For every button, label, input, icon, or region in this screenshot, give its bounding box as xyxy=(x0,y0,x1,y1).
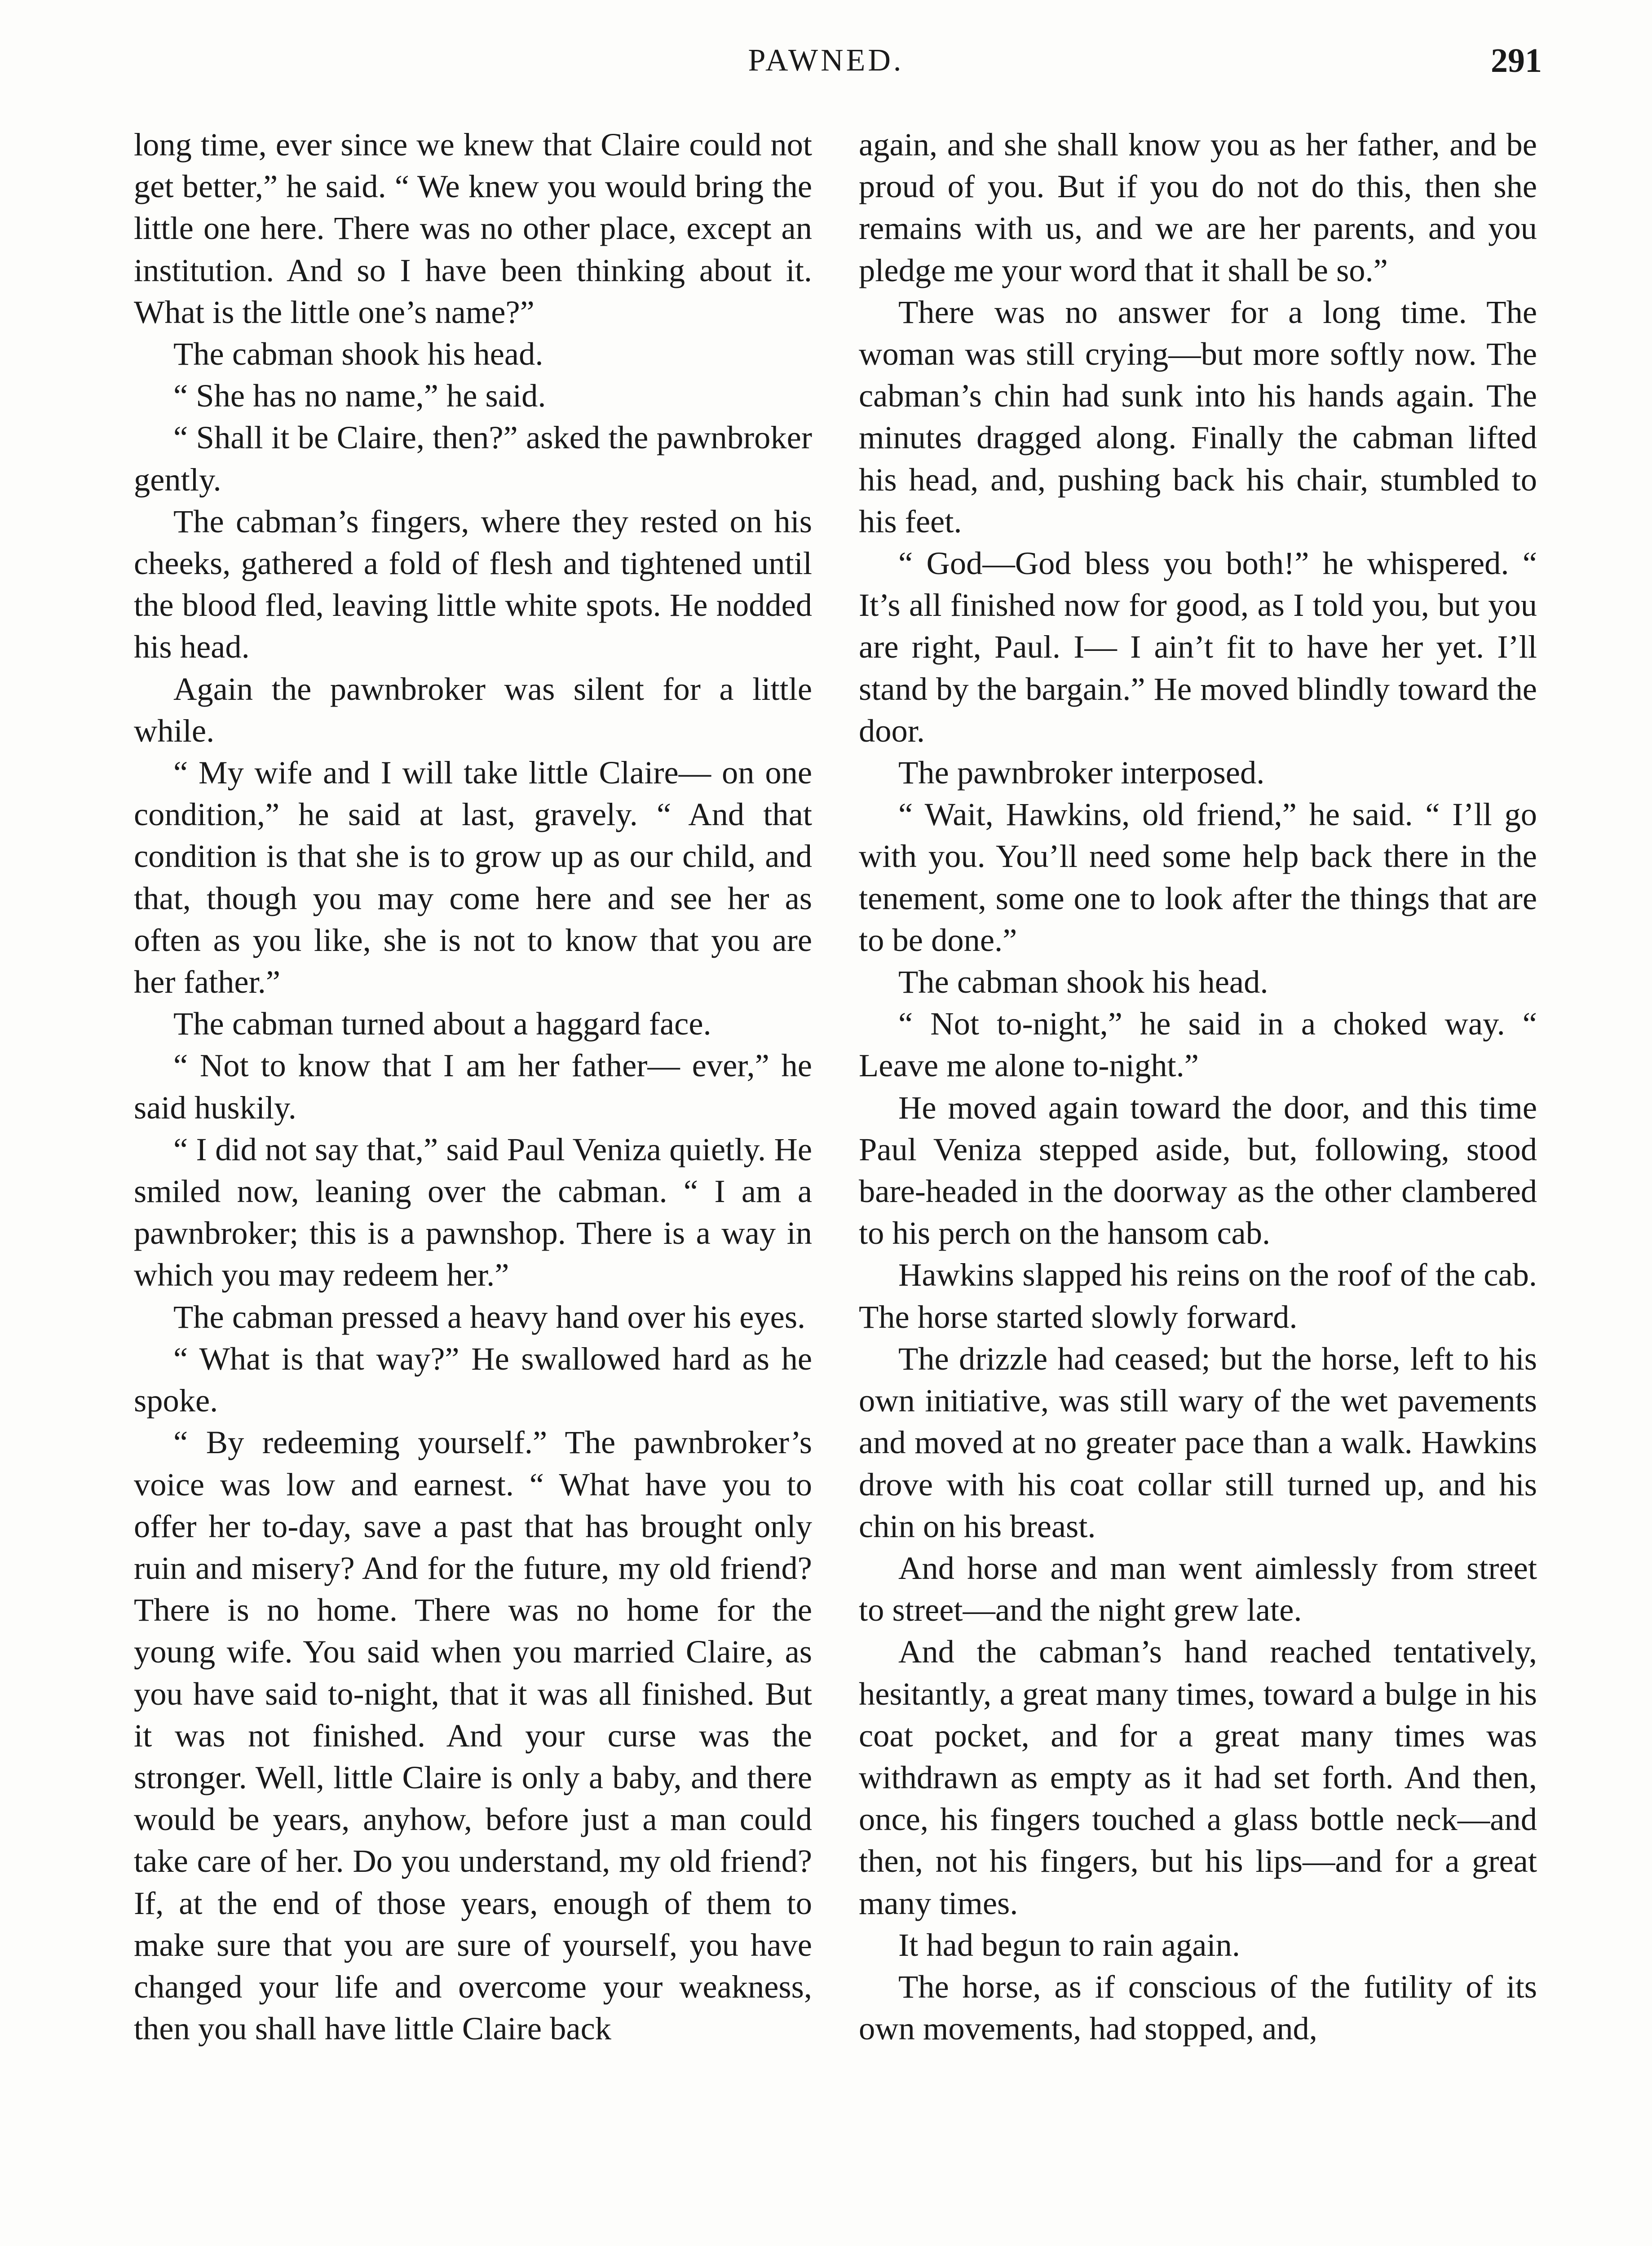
paragraph: The horse, as if conscious of the futility of its own movements, had stopped, and, xyxy=(859,1968,1537,2047)
right-column xyxy=(859,124,1537,2049)
paragraph: And the cabman’s hand reached tentatively, hesitantly, a great many times, toward a bulge in his coat pocket, and for a great many times was withdrawn as empty as it had set forth. And then, once, his fingers touched a glass bottle neck—and then, not his fingers, but his lips—and for a great many times. xyxy=(859,1633,1537,1921)
paragraph: “ By redeeming yourself.” The pawnbroker’s voice was low and earnest. “ What have you to offer her to-day, save a past that has brought only ruin and misery? And for the future, my old friend? There is no home. There was no home for the young wife. You said when you married Claire, as you have said to-night, that it was all finished. But it was not finished. And your curse was the stronger. Well, little Claire is only a baby, and there would be years, anyhow, before just a man could take care of her. Do you understand, my old friend? If, at the end of those years, enough of them to make sure that you are sure of yourself, you have changed your life and overcome your weakness, then you shall have little Claire back xyxy=(134,1424,812,2047)
paragraph: “ Wait, Hawkins, old friend,” he said. “ I’ll go with you. You’ll need some help back there in the tenement, some one to look after the things that are to be done.” xyxy=(859,796,1537,958)
paragraph: The cabman pressed a heavy hand over his eyes. xyxy=(173,1298,806,1335)
paragraph: long time, ever since we knew that Claire could not get better,” he said. “ We knew you would bring the little one here. There was no other place, except an institution. And so I have been thinking about it. What is the little one’s name?” xyxy=(134,126,812,330)
paragraph: “ Not to know that I am her father— ever,” he said huskily. xyxy=(134,1047,812,1126)
paragraph: “ She has no name,” he said. xyxy=(173,377,546,414)
paragraph: Again the pawnbroker was silent for a little while. xyxy=(134,670,812,749)
paragraph: “ God—God bless you both!” he whispered. “ It’s all finished now for good, as I told you, but you are right, Paul. I— I ain’t fit to have her yet. I’ll stand by the bargain.” He moved blindly toward the door. xyxy=(859,545,1537,749)
paragraph: It had begun to rain again. xyxy=(898,1926,1241,1963)
page-number: 291 xyxy=(1491,42,1542,80)
running-title: PAWNED. xyxy=(748,43,904,78)
paragraph: “ I did not say that,” said Paul Veniza quietly. He smiled now, leaning over the cabman. “ I am a pawnbroker; this is a pawnshop. There is a way in which you may redeem her.” xyxy=(134,1131,812,1293)
paragraph: again, and she shall know you as her father, and be proud of you. But if you do not do this, then she remains with us, and we are her parents, and you pledge me your word that it shall be so.” xyxy=(859,126,1537,288)
paragraph: The cabman turned about a haggard face. xyxy=(173,1005,711,1042)
paragraph: There was no answer for a long time. The woman was still crying—but more softly now. The cabman’s chin had sunk into his hands again. The minutes dragged along. Finally the cabman lifted his head, and, pushing back his chair, stumbled to his feet. xyxy=(859,293,1537,539)
left-column xyxy=(134,124,812,2049)
paragraph: “ Shall it be Claire, then?” asked the pawnbroker gently. xyxy=(134,419,812,498)
paragraph: The cabman shook his head. xyxy=(898,964,1268,1000)
paragraph: The pawnbroker interposed. xyxy=(898,754,1265,791)
paragraph: The cabman’s fingers, where they rested on his cheeks, gathered a fold of flesh and tightened until the blood fled, leaving little white spots. He nodded his head. xyxy=(134,503,812,665)
paragraph: Hawkins slapped his reins on the roof of the cab. The horse started slowly forward. xyxy=(859,1256,1537,1335)
paragraph: The cabman shook his head. xyxy=(173,336,543,372)
paragraph: “ My wife and I will take little Claire— on one condition,” he said at last, gravely. “ And that condition is that she is to grow up as our child, and that, though you may come here and see her as often as you like, she is not to know that you are her father.” xyxy=(134,754,812,1000)
paragraph: “ What is that way?” He swallowed hard as he spoke. xyxy=(134,1340,812,1419)
paragraph: He moved again toward the door, and this time Paul Veniza stepped aside, but, following, stood bare-headed in the doorway as the other clambered to his perch on the hansom cab. xyxy=(859,1089,1537,1251)
paragraph: And horse and man went aimlessly from street to street—and the night grew late. xyxy=(859,1549,1537,1628)
paragraph: The drizzle had ceased; but the horse, left to his own initiative, was still wary of the wet pavements and moved at no greater pace than a walk. Hawkins drove with his coat collar still turned up, and his chin on his breast. xyxy=(859,1340,1537,1544)
paragraph: “ Not to-night,” he said in a choked way. “ Leave me alone to-night.” xyxy=(859,1005,1537,1084)
